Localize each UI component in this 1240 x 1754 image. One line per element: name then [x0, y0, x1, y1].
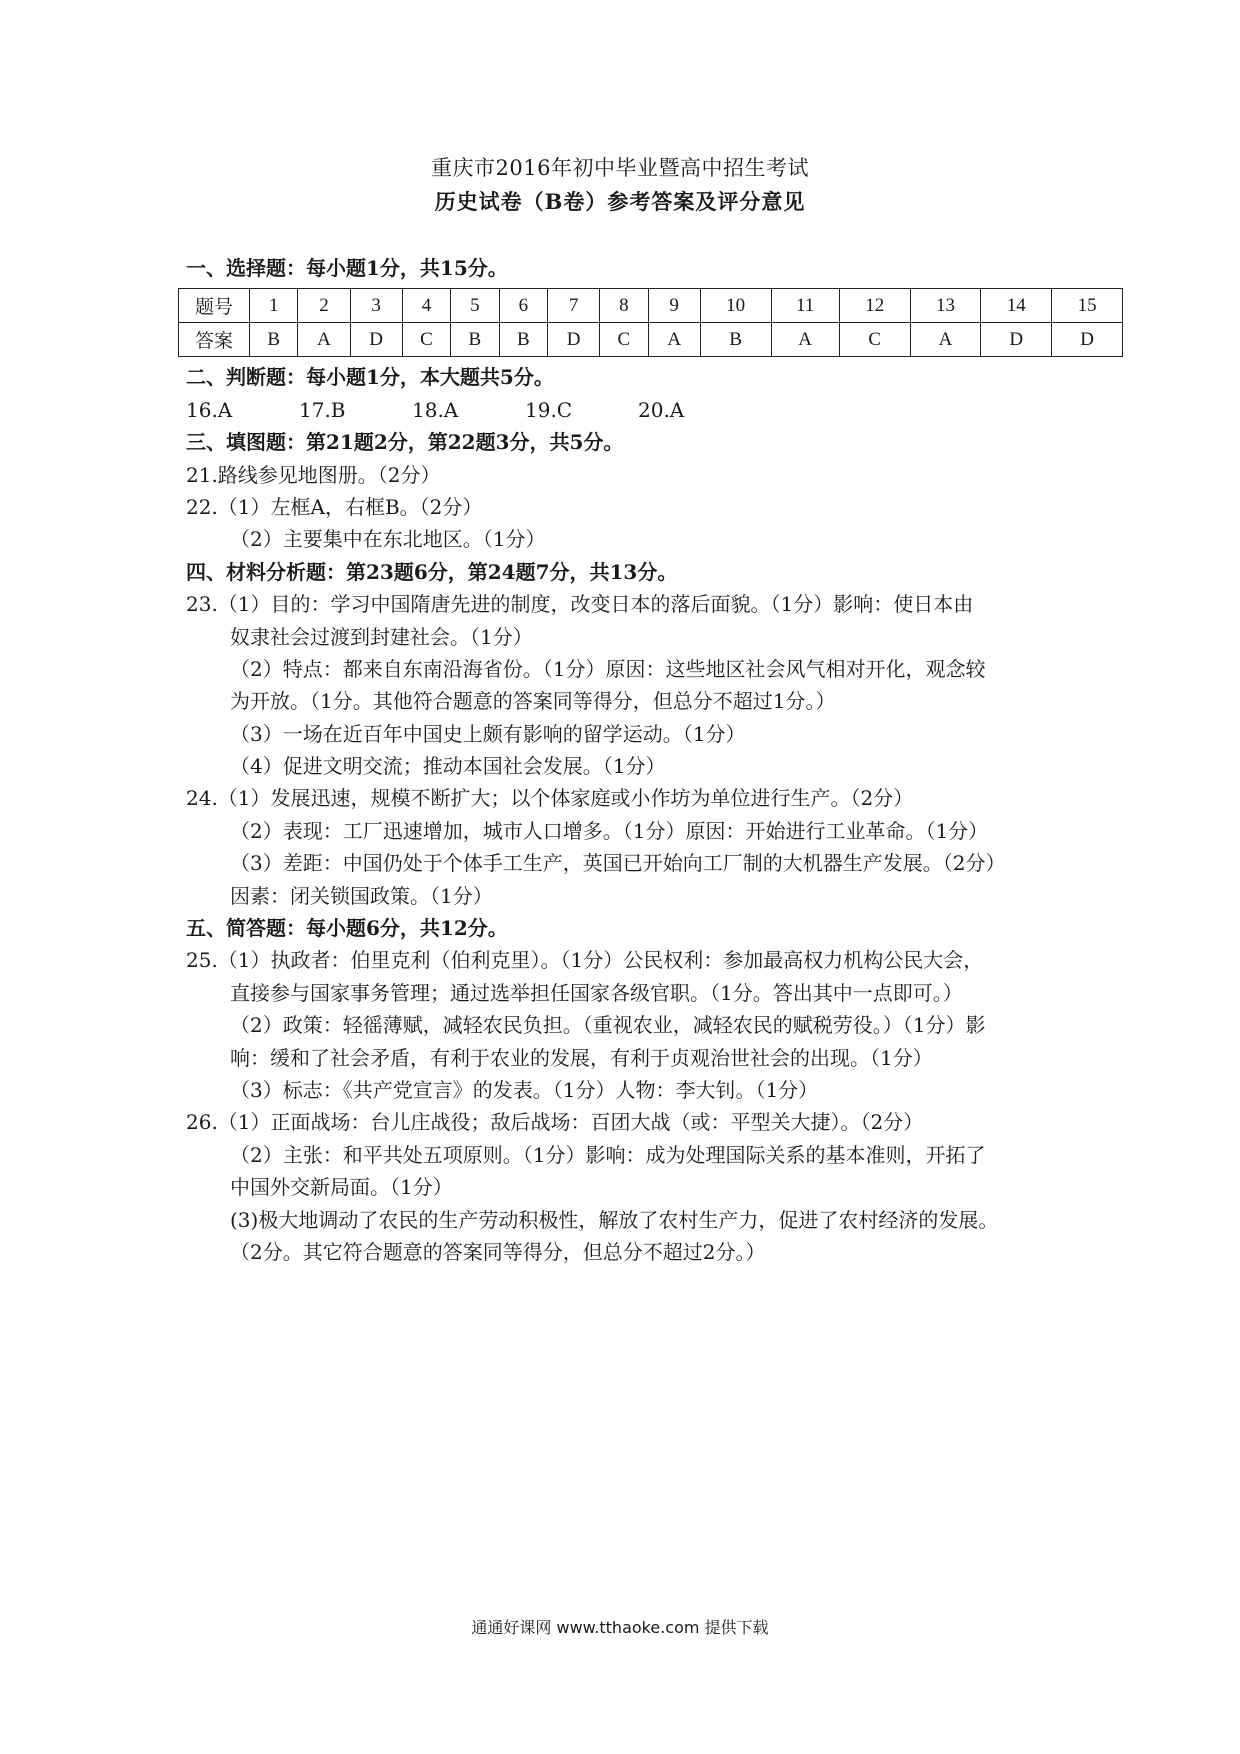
table-cell: C [402, 323, 450, 357]
table-cell: 14 [981, 289, 1052, 323]
table-cell: C [839, 323, 910, 357]
document-title: 重庆市2016年初中毕业暨高中招生考试 [431, 156, 809, 180]
table-row-numbers [179, 289, 1123, 323]
answer-line: （4）促进文明交流；推动本国社会发展。（1分） [230, 754, 666, 779]
section-heading-map: 三、填图题：第21题2分，第22题3分，共5分。 [186, 430, 624, 455]
table-cell: D [1052, 323, 1123, 357]
answer-line: （2）表现：工厂迅速增加，城市人口增多。（1分）原因：开始进行工业革命。（1分） [230, 818, 989, 843]
table-cell: B [451, 323, 499, 357]
answer-line: 响：缓和了社会矛盾，有利于农业的发展，有利于贞观治世社会的出现。（1分） [230, 1045, 933, 1070]
answer-line: 因素：闭关锁国政策。（1分） [230, 883, 493, 908]
answer-line: （2）主要集中在东北地区。（1分） [230, 527, 546, 552]
table-row-label: 答案 [179, 323, 250, 357]
table-cell: 10 [700, 289, 771, 323]
page-footer: 通通好课网 www.tthaoke.com 提供下载 [471, 1618, 769, 1637]
judge-answer: 16.A [186, 397, 233, 422]
table-cell: A [910, 323, 981, 357]
table-row-answers [179, 323, 1123, 357]
table-cell: 9 [648, 289, 700, 323]
table-row-label: 题号 [179, 289, 250, 323]
table-cell: D [548, 323, 600, 357]
section-heading-short-answer: 五、简答题：每小题6分，共12分。 [186, 916, 508, 941]
answer-line: 22.（1）左框A，右框B。（2分） [186, 494, 483, 519]
answer-line: 23.（1）目的：学习中国隋唐先进的制度，改变日本的落后面貌。（1分）影响：使日本由 [186, 592, 974, 617]
answer-line: （2分。其它符合题意的答案同等得分，但总分不超过2分。） [230, 1239, 766, 1264]
answer-line: （2）政策：轻徭薄赋，减轻农民负担。（重视农业，减轻农民的赋税劳役。）（1分）影 [230, 1013, 986, 1038]
table-cell: D [981, 323, 1052, 357]
table-cell: 7 [548, 289, 600, 323]
document-subtitle: 历史试卷（B卷）参考答案及评分意见 [434, 189, 806, 214]
table-cell: 6 [499, 289, 547, 323]
answer-line: （3）标志：《共产党宣言》的发表。（1分）人物：李大钊。（1分） [230, 1077, 819, 1102]
table-cell: 13 [910, 289, 981, 323]
answer-line: 25.（1）执政者：伯里克利（伯利克里）。（1分）公民权利：参加最高权力机构公民大会， [186, 948, 984, 973]
answer-line: 中国外交新局面。（1分） [230, 1175, 453, 1200]
section-heading-material: 四、材料分析题：第23题6分，第24题7分，共13分。 [186, 559, 678, 584]
judge-answer: 18.A [412, 397, 459, 422]
judge-answers [186, 394, 1106, 426]
table-cell: 11 [771, 289, 839, 323]
answer-line: 直接参与国家事务管理；通过选举担任国家各级官职。（1分。答出其中一点即可。） [230, 980, 963, 1005]
answer-line: 奴隶社会过渡到封建社会。（1分） [230, 624, 533, 649]
answer-line: 26.（1）正面战场：台儿庄战役；敌后战场：百团大战（或：平型关大捷）。（2分） [186, 1110, 924, 1135]
answer-line: (3)极大地调动了农民的生产劳动积极性，解放了农村生产力，促进了农村经济的发展。 [230, 1207, 999, 1232]
table-cell: 15 [1052, 289, 1123, 323]
table-cell: B [499, 323, 547, 357]
answer-line: （3）一场在近百年中国史上颇有影响的留学运动。（1分） [230, 721, 746, 746]
judge-answer: 20.A [638, 397, 685, 422]
table-cell: B [700, 323, 771, 357]
table-cell: 3 [350, 289, 402, 323]
table-cell: 4 [402, 289, 450, 323]
answer-line: （2）主张：和平共处五项原则。（1分）影响：成为处理国际关系的基本准则，开拓了 [230, 1142, 986, 1167]
judge-answer: 17.B [299, 397, 346, 422]
answer-line: （2）特点：都来自东南沿海省份。（1分）原因：这些地区社会风气相对开化，观念较 [230, 656, 986, 681]
table-cell: C [600, 323, 648, 357]
answer-line: 为开放。（1分。其他符合题意的答案同等得分，但总分不超过1分。） [230, 689, 836, 714]
answer-line: 21.路线参见地图册。（2分） [186, 462, 441, 487]
answer-line: （3）差距：中国仍处于个体手工生产，英国已开始向工厂制的大机器生产发展。（2分） [230, 851, 1006, 876]
table-cell: 1 [250, 289, 298, 323]
table-cell: 2 [298, 289, 350, 323]
table-cell: B [250, 323, 298, 357]
choice-answer-table [178, 288, 1123, 357]
table-cell: A [771, 323, 839, 357]
table-cell: 12 [839, 289, 910, 323]
table-cell: 5 [451, 289, 499, 323]
answer-line: 24.（1）发展迅速，规模不断扩大；以个体家庭或小作坊为单位进行生产。（2分） [186, 786, 914, 811]
table-cell: A [648, 323, 700, 357]
section-heading-choice: 一、选择题：每小题1分，共15分。 [186, 256, 508, 280]
section-heading-judge: 二、判断题：每小题1分，本大题共5分。 [186, 365, 554, 390]
table-cell: 8 [600, 289, 648, 323]
judge-answer: 19.C [525, 397, 573, 422]
table-cell: D [350, 323, 402, 357]
table-cell: A [298, 323, 350, 357]
document-body [186, 252, 1106, 1268]
